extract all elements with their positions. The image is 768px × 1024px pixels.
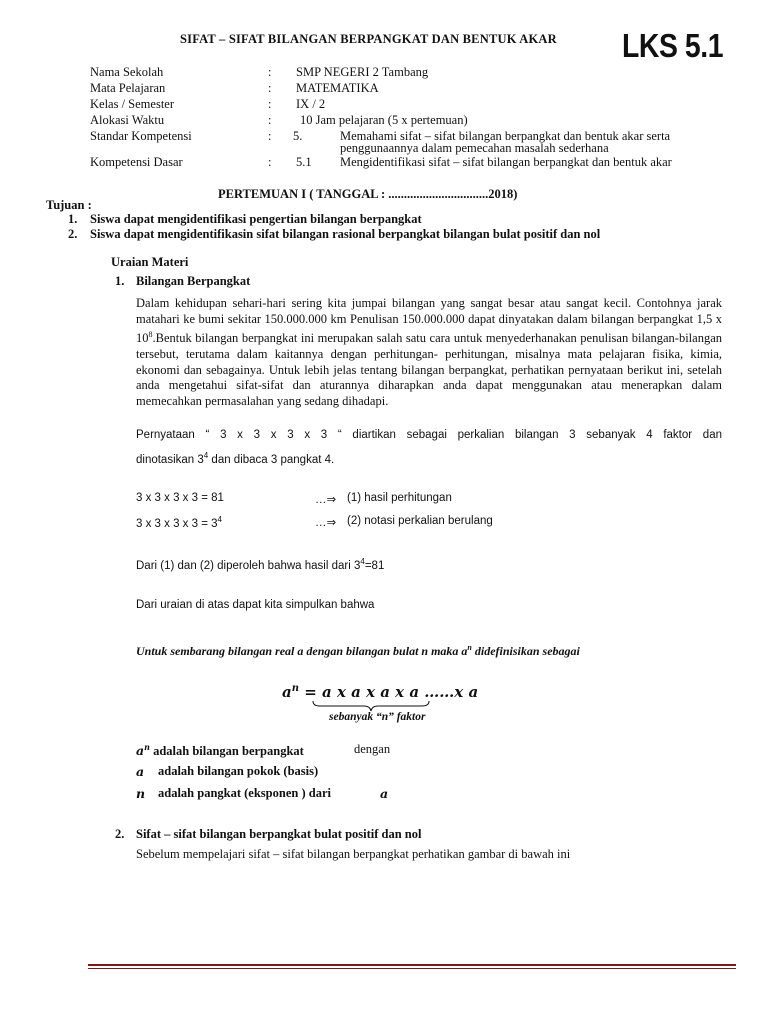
info-colon: : xyxy=(268,65,272,79)
info-value: IX / 2 xyxy=(296,97,326,111)
section-title: Sifat – sifat bilangan berpangkat bulat positif dan nol xyxy=(136,827,422,841)
definition-exponent: n xyxy=(467,643,472,652)
formula-product: = a x a x a x a ……x a xyxy=(299,683,479,701)
paragraph-text: Dalam kehidupan sehari-hari sering kita jumpai bilangan yang sangat besar atau sangat kecil. Contohnya jarak matahari ke bumi sekitar 150.000.000 km Penulisan 150.000.000 dapat dinyatakan dalam bilangan berpangkat 1,5 x 10 xyxy=(136,296,722,346)
info-label: Kelas / Semester xyxy=(90,97,175,111)
goal-item: Siswa dapat mengidentifikasi pengertian bilangan berpangkat xyxy=(90,212,422,226)
info-row xyxy=(0,80,768,96)
info-colon: : xyxy=(268,113,272,127)
example-expression-2 xyxy=(136,515,222,530)
info-colon: : xyxy=(268,129,272,143)
page-title: SIFAT – SIFAT BILANGAN BERPANGKAT DAN BENTUK AKAR xyxy=(180,32,557,46)
info-row xyxy=(0,96,768,112)
term-symbol: n xyxy=(136,786,146,801)
term-line xyxy=(136,742,304,759)
goal-number: 2. xyxy=(68,227,78,241)
info-row xyxy=(0,112,768,128)
term-symbol: a xyxy=(136,743,145,759)
info-label: Standar Kompetensi xyxy=(90,129,192,143)
info-label: Alokasi Waktu xyxy=(90,113,165,127)
statement-text-cont: dan dibaca 3 pangkat 4. xyxy=(208,453,335,466)
meeting-heading: PERTEMUAN I ( TANGGAL : ................................2018) xyxy=(218,187,518,201)
conclusion-text: Dari (1) dan (2) diperoleh bahwa hasil dari 3 xyxy=(136,559,361,572)
example-note: (2) notasi perkalian berulang xyxy=(347,515,493,527)
info-value: Memahami sifat – sifat bilangan berpangkat dan bentuk akar serta xyxy=(340,129,671,143)
info-label: Kompetensi Dasar xyxy=(90,155,183,169)
term-tail: a xyxy=(380,786,389,801)
section-number: 1. xyxy=(115,274,125,288)
info-value: MATEMATIKA xyxy=(296,81,379,95)
intro-paragraph xyxy=(136,296,722,409)
term-text: adalah pangkat (eksponen ) dari xyxy=(158,786,331,800)
section-number: 2. xyxy=(115,827,125,841)
goal-number: 1. xyxy=(68,212,78,226)
lks-badge: LKS 5.1 xyxy=(622,27,724,64)
info-label: Mata Pelajaran xyxy=(90,81,166,95)
definition-text-cont: didefinisikan sebagai xyxy=(471,644,580,658)
paragraph-exponent: 8 xyxy=(148,330,153,340)
example-expression: 3 x 3 x 3 x 3 = 81 xyxy=(136,492,224,504)
info-label: Nama Sekolah xyxy=(90,65,164,79)
term-text: adalah bilangan berpangkat xyxy=(149,744,304,759)
goals-heading: Tujuan : xyxy=(46,198,92,212)
power-formula xyxy=(282,683,478,701)
footer-rule-thin xyxy=(88,968,736,969)
conclusion-line xyxy=(136,557,384,572)
paragraph-text-cont: .Bentuk bilangan berpangkat ini merupakan salah satu cara untuk menyederhanakan penulisan bilangan-bilangan tersebut, terutama dalam kaitannya dengan perhitungan- perhitungan, misalnya mata pelajaran fisika, kimia, ekonomi dan sebagainya. Untuk lebih jelas tentang bilangan berpangkat, perhatikan pernyataan berikut ini, setelah anda mengetahui sifat-sifat dan aturannya diharapkan anda dapat menggunakan atau menerapkan dalam memecahkan permasalahan yang sedang dihadapi. xyxy=(136,331,722,408)
info-colon: : xyxy=(268,97,272,111)
goal-item: Siswa dapat mengidentifikasin sifat bilangan rasional berpangkat bilangan bulat positif dan nol xyxy=(90,227,601,241)
info-number: 5.1 xyxy=(296,155,312,169)
info-value: 10 Jam pelajaran (5 x pertemuan) xyxy=(300,113,468,127)
term-symbol: a xyxy=(136,764,145,779)
info-value-cont: penggunaannya dalam pemecahan masalah sederhana xyxy=(340,141,609,155)
footer-rule xyxy=(88,964,736,966)
formula-exponent: n xyxy=(291,683,300,694)
info-number: 5. xyxy=(293,129,303,143)
info-colon: : xyxy=(268,81,272,95)
formula-brace-label: sebanyak “n” faktor xyxy=(329,711,426,723)
term-text: adalah bilangan pokok (basis) xyxy=(158,764,319,778)
info-row xyxy=(0,64,768,80)
definition-text: Untuk sembarang bilangan real a dengan bilangan bulat n maka a xyxy=(136,644,468,658)
term-exponent: n xyxy=(144,742,150,752)
example-exponent: 4 xyxy=(217,515,222,524)
example-note: (1) hasil perhitungan xyxy=(347,492,452,504)
statement-line: Pernyataan “ 3 x 3 x 3 x 3 “ diartikan sebagai perkalian bilangan 3 sebanyak 4 faktor dan xyxy=(136,429,722,441)
statement-exponent: 4 xyxy=(203,451,209,460)
statement-text: dinotasikan 3 xyxy=(136,453,204,466)
section-text: Sebelum mempelajari sifat – sifat bilangan berpangkat perhatikan gambar di bawah ini xyxy=(136,847,571,861)
info-value: Mengidentifikasi sifat – sifat bilangan berpangkat dan bentuk akar xyxy=(340,155,672,169)
info-table xyxy=(0,64,768,174)
definition-line xyxy=(136,643,580,659)
info-value: SMP NEGERI 2 Tambang xyxy=(296,65,429,79)
section-title: Bilangan Berpangkat xyxy=(136,274,251,288)
conclusion-exponent: 4 xyxy=(360,557,365,566)
term-tail: dengan xyxy=(354,742,391,756)
example-arrow: …⇒ xyxy=(315,494,337,506)
conclusion-text-cont: =81 xyxy=(364,559,385,572)
example-arrow: …⇒ xyxy=(315,517,337,529)
statement-line-2 xyxy=(136,451,334,466)
material-heading: Uraian Materi xyxy=(111,255,189,269)
conclusion-line-2: Dari uraian di atas dapat kita simpulkan bahwa xyxy=(136,599,375,611)
example-expression: 3 x 3 x 3 x 3 = 3 xyxy=(136,517,218,530)
formula-base: a xyxy=(282,683,292,701)
info-colon: : xyxy=(268,155,272,169)
info-row xyxy=(0,154,768,170)
